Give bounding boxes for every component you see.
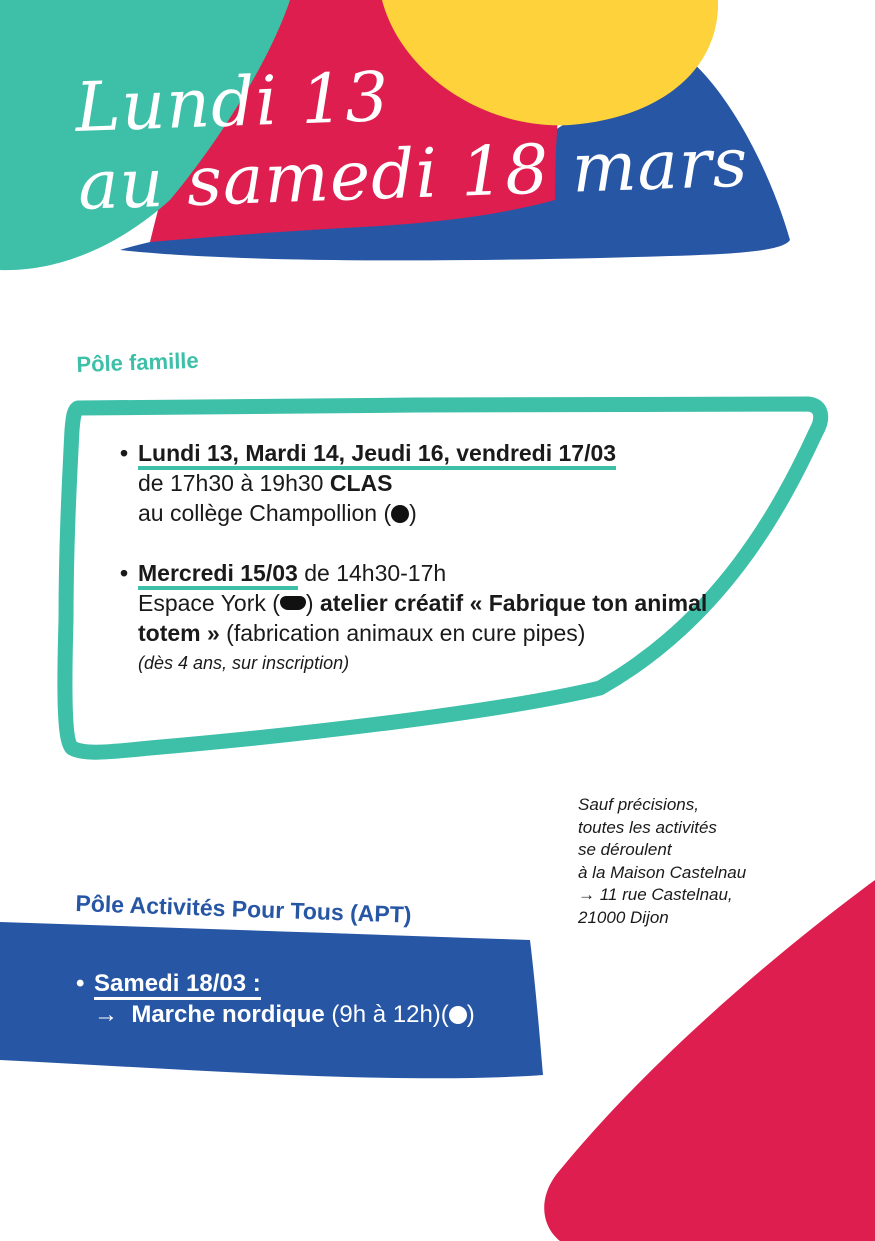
blob-icon <box>280 596 306 610</box>
item-time: de 17h30 à 19h30 <box>138 470 330 496</box>
note-line-2: toutes les activités <box>578 817 717 837</box>
item-date: Mercredi 15/03 <box>138 560 298 590</box>
item-activity: Marche nordique <box>131 1001 325 1028</box>
item-time: (9h à 12h)( <box>324 1001 449 1028</box>
apt-item-1 <box>76 968 536 1030</box>
famille-item-2 <box>120 558 720 676</box>
note-line-5: → 11 rue Castelnau, <box>578 885 733 904</box>
item-place-end: ) <box>305 590 320 616</box>
pole-apt-heading: Pôle Activités Pour Tous (APT) <box>75 890 412 928</box>
item-place: au collège Champollion ( <box>138 500 392 526</box>
item-activity: atelier créatif « Fabrique ton animal totem » <box>138 590 708 646</box>
note-line-6: 21000 Dijon <box>578 907 669 927</box>
pole-famille-heading: Pôle famille <box>76 347 200 377</box>
note-line-1: Sauf précisions, <box>578 795 699 814</box>
bullet: • <box>120 440 129 466</box>
famille-item-1 <box>120 438 720 528</box>
note-line-3: se déroulent <box>578 840 672 859</box>
item-date: Samedi 18/03 : <box>94 970 261 1000</box>
title-line-1: Lundi 13 <box>73 58 391 148</box>
title-line-2: au samedi 18 mars <box>76 123 750 226</box>
event-title <box>74 46 779 226</box>
item-activity: CLAS <box>329 470 393 496</box>
circle-icon <box>391 505 409 523</box>
item-note: (dès 4 ans, sur inscription) <box>138 653 350 673</box>
bullet: • <box>120 560 129 586</box>
location-note <box>578 794 818 929</box>
arrow-icon: → <box>94 1001 118 1028</box>
bullet: • <box>76 970 85 997</box>
item-place-end: ) <box>409 500 417 526</box>
red-corner-shape <box>544 880 875 1241</box>
item-details: (fabrication animaux en cure pipes) <box>219 620 586 646</box>
item-date: Lundi 13, Mardi 14, Jeudi 16, vendredi 17/03 <box>138 440 616 470</box>
item-time: de 14h30-17h <box>297 560 447 586</box>
circle-icon <box>449 1006 467 1024</box>
item-place: Espace York ( <box>138 590 280 616</box>
note-line-4: à la Maison Castelnau <box>578 862 747 882</box>
item-time-end: ) <box>466 1001 475 1028</box>
